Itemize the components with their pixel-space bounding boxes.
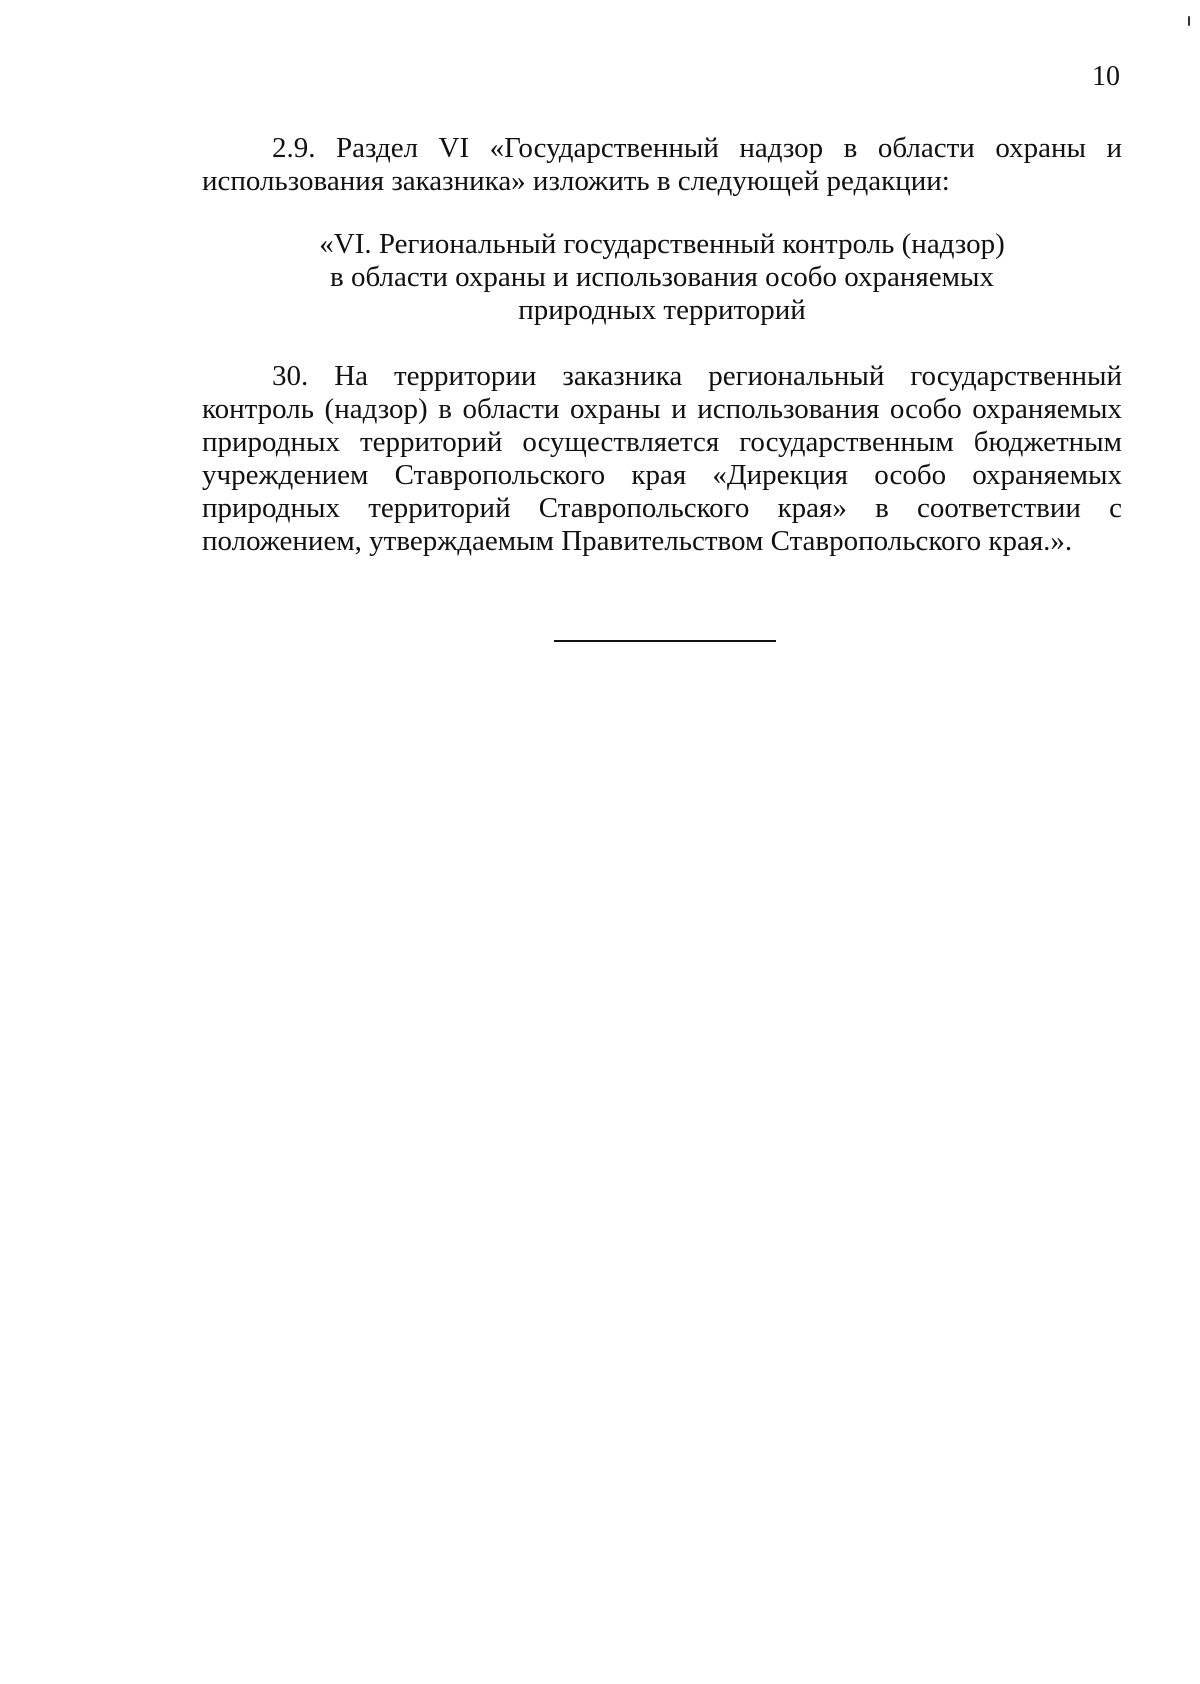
section-heading xyxy=(202,228,1122,327)
page-number: 10 xyxy=(1092,61,1120,92)
closing-divider-line xyxy=(554,640,776,642)
paragraph-amendment-2-9: 2.9. Раздел VI «Государственный надзор в области охраны и использования заказника» изложить в следующей редакции: xyxy=(202,132,1122,197)
paragraph-item-30: 30. На территории заказника региональный государственный контроль (надзор) в области охраны и использования особо охраняемых природных территорий осуществляется государственным бюджетным учреждением Ставропольского края «Дирекция особо охраняемых природных территорий Ставропольского края» в соответствии с положением, утверждаемым Правительством Ставропольского края.». xyxy=(202,360,1122,557)
section-heading-line-3: природных территорий xyxy=(518,294,806,326)
scan-artifact-mark xyxy=(1188,16,1190,26)
section-heading-line-1: «VI. Региональный государственный контроль (надзор) xyxy=(319,228,1005,260)
section-heading-line-2: в области охраны и использования особо охраняемых xyxy=(330,261,994,293)
